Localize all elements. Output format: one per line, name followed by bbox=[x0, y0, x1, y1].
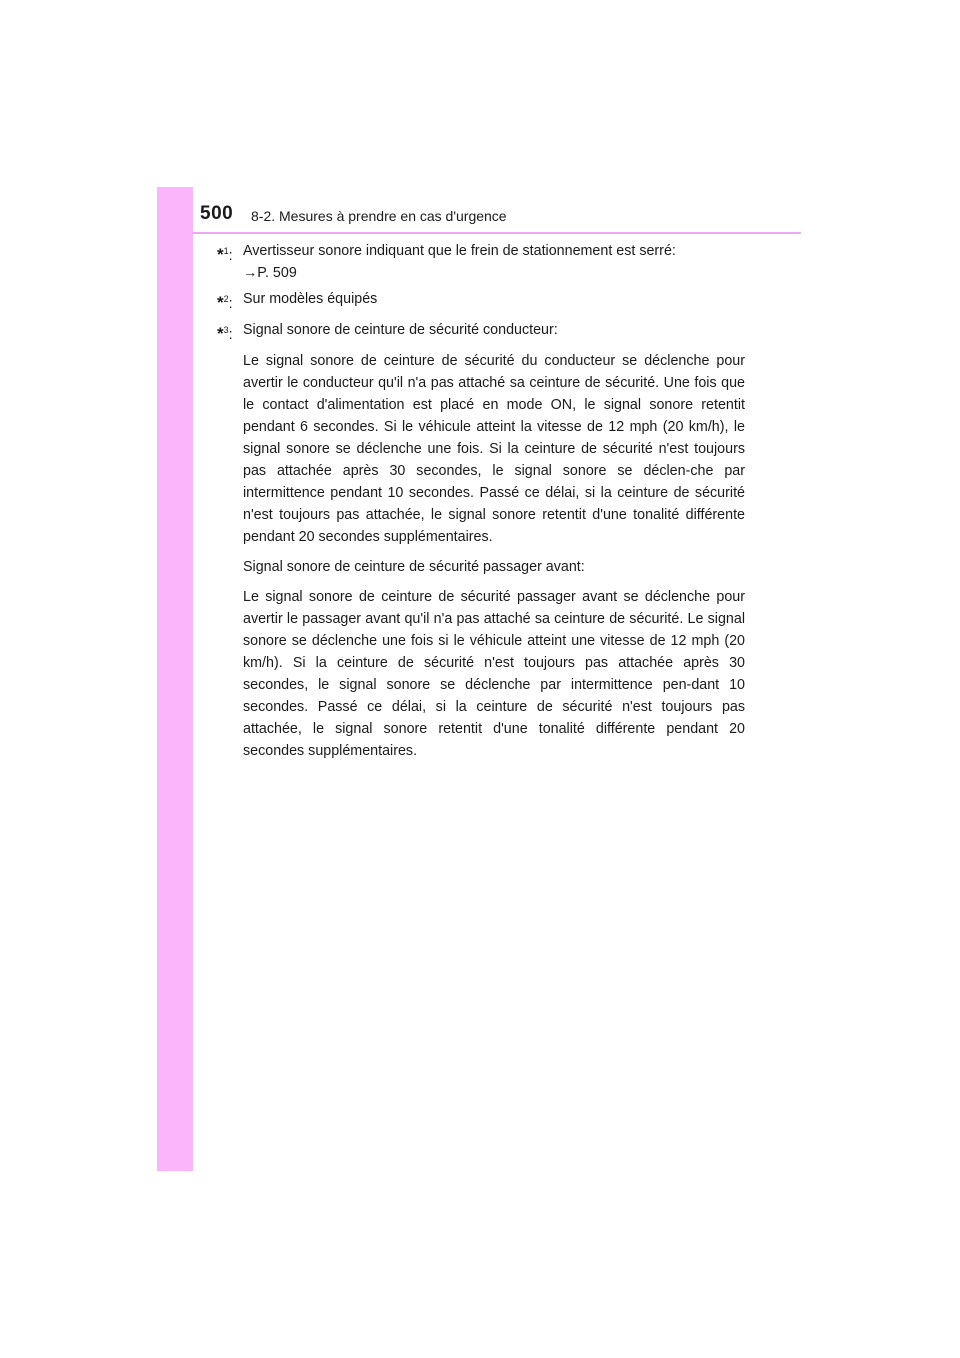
footnote-1 bbox=[217, 240, 745, 284]
side-tab-bar bbox=[157, 187, 193, 1171]
page-content bbox=[217, 240, 745, 770]
passenger-belt-paragraph: Le signal sonore de ceinture de sécurité passager avant se déclenche pour avertir le passager avant qu'il n'a pas attaché sa ceinture de sécurité. Le signal sonore se déclenche une fois si le véhicule atteint une vitesse de 12 mph (20 km/h). Si la ceinture de sécurité n'est toujours pas attachée après 30 secondes, le signal sonore se déclenche par intermittence pen-dant 10 secondes. Passé ce délai, si la ceinture de sécurité n'est toujours pas attachée, le signal sonore retentit d'une tonalité différente pendant 20 secondes supplémentaires. bbox=[243, 589, 745, 759]
page-number: 500 bbox=[200, 203, 234, 224]
passenger-belt-heading: Signal sonore de ceinture de sécurité passager avant: bbox=[243, 559, 585, 575]
footnote-colon: : bbox=[228, 327, 233, 343]
footnote-number: 3 bbox=[223, 325, 229, 335]
footnote-number: 2 bbox=[223, 294, 229, 304]
header-divider bbox=[193, 232, 801, 234]
page-reference: →P. 509 bbox=[243, 265, 297, 281]
footnote-colon: : bbox=[228, 296, 233, 312]
asterisk-marker: * bbox=[217, 245, 224, 264]
footnote-body bbox=[243, 319, 745, 346]
footnote-number: 1 bbox=[223, 246, 229, 256]
section-title: 8-2. Mesures à prendre en cas d'urgence bbox=[251, 208, 507, 224]
footnote-3 bbox=[217, 319, 745, 346]
footnote-2 bbox=[217, 288, 745, 315]
footnote-marker bbox=[217, 240, 243, 284]
footnote-body bbox=[243, 288, 745, 315]
footnote-body bbox=[243, 240, 745, 284]
footnote-colon: : bbox=[228, 248, 233, 264]
footnote-marker bbox=[217, 319, 243, 346]
asterisk-marker: * bbox=[217, 293, 224, 312]
footnote-text: Avertisseur sonore indiquant que le frein de stationnement est serré: bbox=[243, 243, 676, 259]
footnote-marker bbox=[217, 288, 243, 315]
driver-belt-paragraph: Le signal sonore de ceinture de sécurité du conducteur se déclenche pour avertir le conducteur qu'il n'a pas attaché sa ceinture de sécurité. Une fois que le contact d'alimentation est placé en mode ON, le signal sonore retentit pendant 6 secondes. Si le véhicule atteint la vitesse de 12 mph (20 km/h), le signal sonore se déclenche une fois. Si la ceinture de sécurité n'est toujours pas attachée après 30 secondes, le signal sonore se déclen-che par intermittence pendant 10 secondes. Passé ce délai, si la ceinture de sécurité n'est toujours pas attachée, le signal sonore retentit d'une tonalité différente pendant 20 secondes supplémentaires. bbox=[243, 353, 745, 545]
footnote-text: Sur modèles équipés bbox=[243, 291, 378, 307]
asterisk-marker: * bbox=[217, 324, 224, 343]
footnote-text: Signal sonore de ceinture de sécurité conducteur: bbox=[243, 322, 558, 338]
